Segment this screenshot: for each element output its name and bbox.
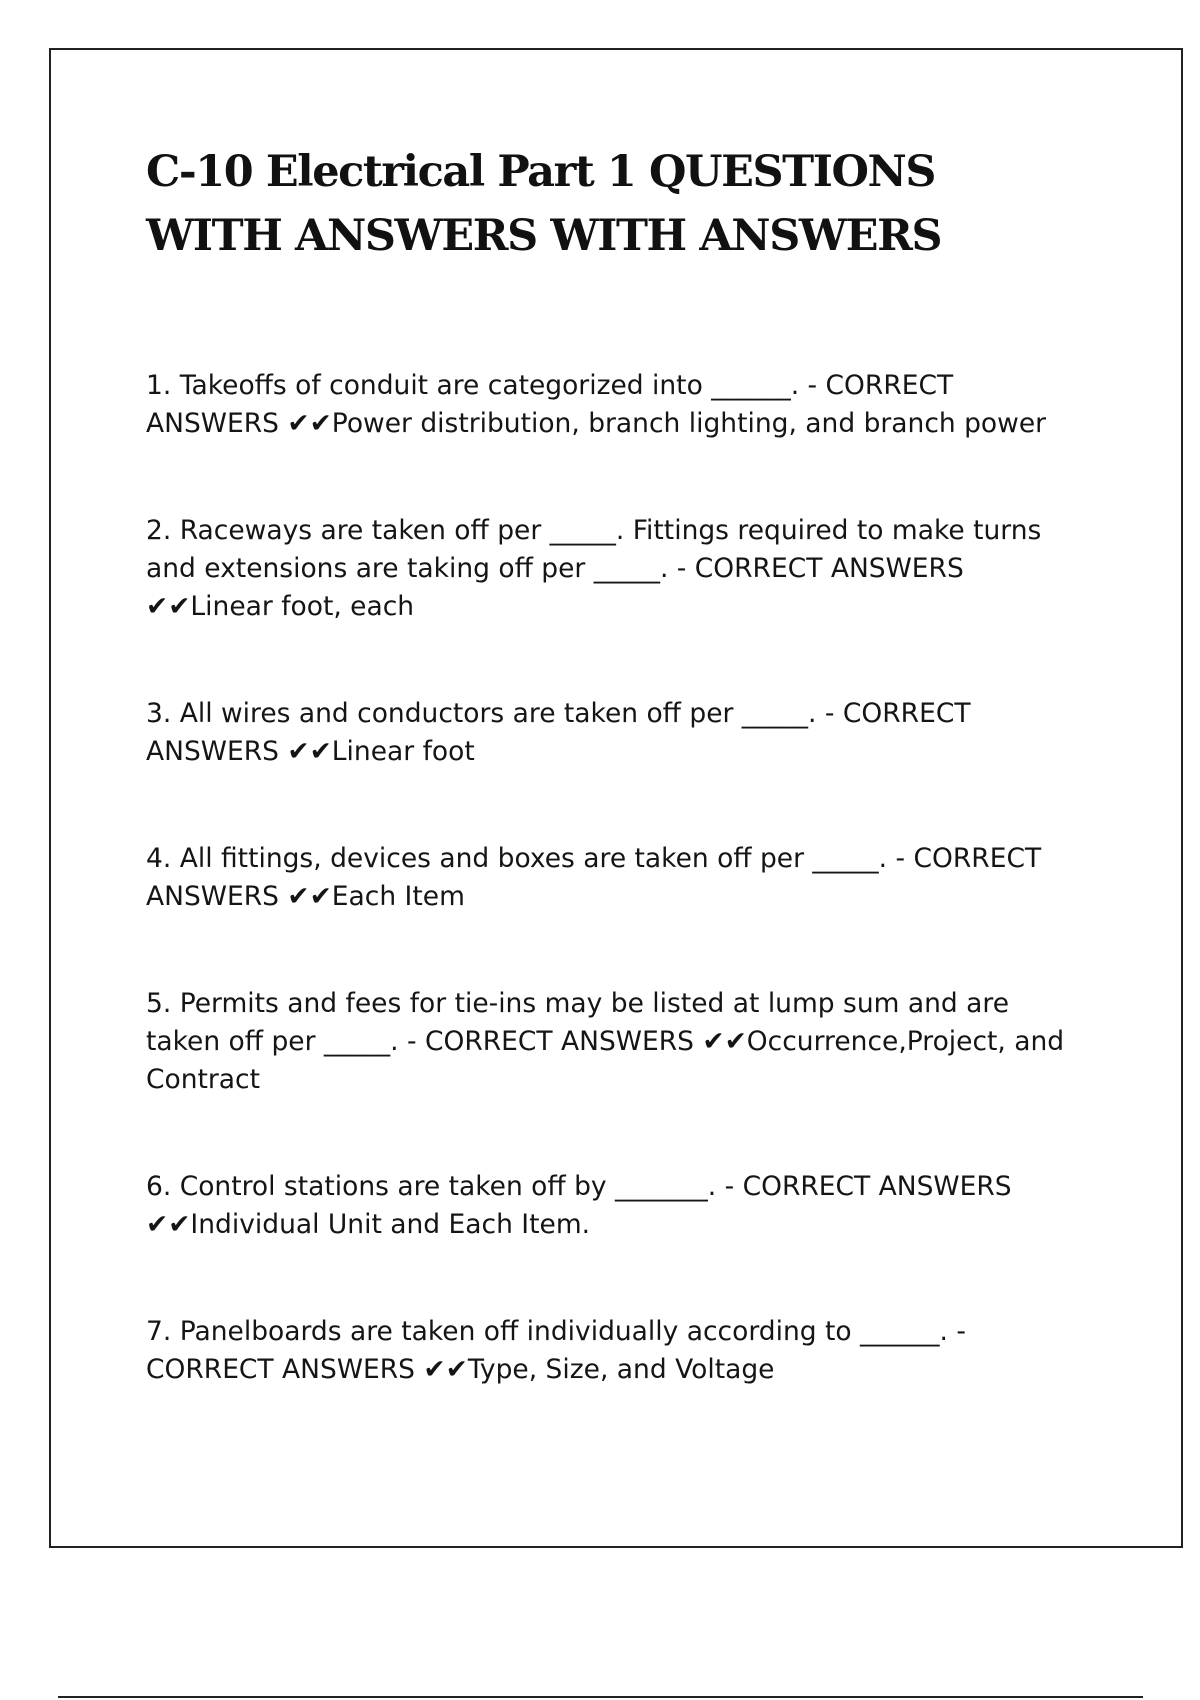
question-item-4: 4. All fittings, devices and boxes are taken off per _____. - CORRECT ANSWERS ✔✔Each Item [146, 843, 1042, 912]
document-title: C-10 Electrical Part 1 QUESTIONS WITH ANSWERS WITH ANSWERS [146, 147, 942, 261]
question-item-6: 6. Control stations are taken off by _______. - CORRECT ANSWERS ✔✔Individual Unit and Each Item. [146, 1171, 1012, 1240]
question-item-7: 7. Panelboards are taken off individually according to ______. - CORRECT ANSWERS ✔✔Type, Size, and Voltage [146, 1316, 966, 1385]
question-list [146, 367, 1086, 1458]
question-item-5: 5. Permits and fees for tie-ins may be listed at lump sum and are taken off per _____. - CORRECT ANSWERS ✔✔Occurrence,Project, and Contract [146, 988, 1065, 1095]
question-item-1: 1. Takeoffs of conduit are categorized into ______. - CORRECT ANSWERS ✔✔Power distribution, branch lighting, and branch power [146, 370, 1047, 439]
question-item-3: 3. All wires and conductors are taken off per _____. - CORRECT ANSWERS ✔✔Linear foot [146, 698, 971, 767]
footer-divider [58, 1696, 1143, 1698]
question-item-2: 2. Raceways are taken off per _____. Fittings required to make turns and extensions are taking off per _____. - CORRECT ANSWERS ✔✔Linear foot, each [146, 515, 1042, 622]
